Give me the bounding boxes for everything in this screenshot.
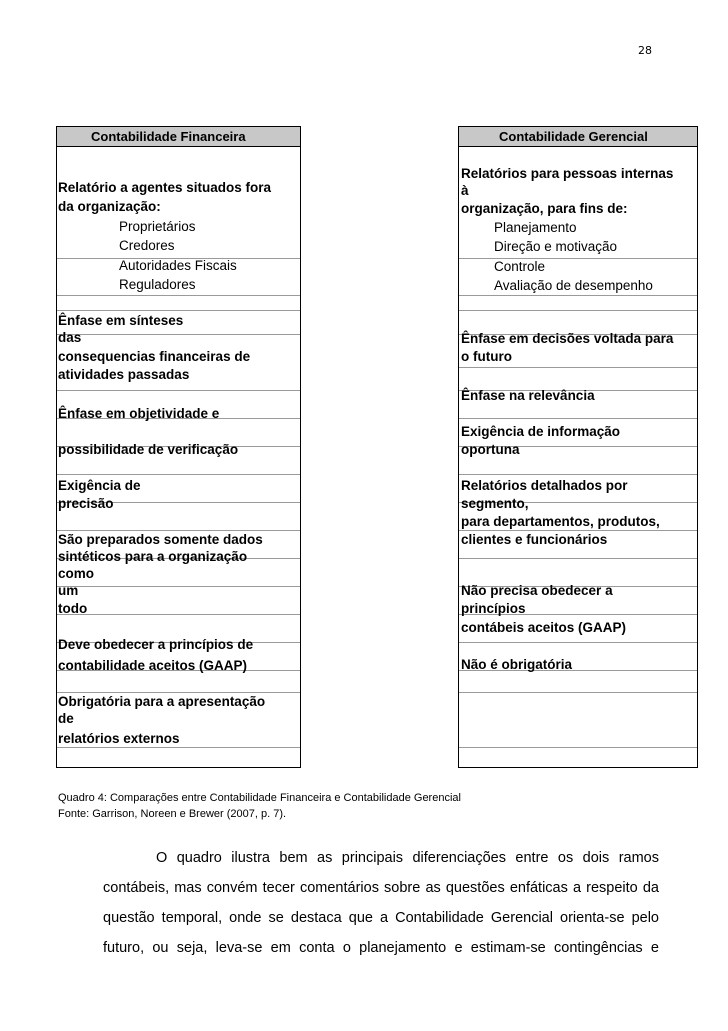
body-paragraph-line: questão temporal, onde se destaca que a Contabilidade Gerencial orienta-se pelo: [103, 910, 659, 926]
financial-line: contabilidade aceitos (GAAP): [58, 658, 248, 673]
managerial-accounting-header-label: Contabilidade Gerencial: [499, 129, 648, 144]
financial-line: Ênfase em sínteses: [58, 313, 184, 328]
managerial-line: Direção e motivação: [494, 239, 618, 254]
financial-line: todo: [58, 601, 88, 616]
row-divider: [57, 295, 300, 296]
financial-line: Ênfase em objetividade e: [58, 406, 220, 421]
row-divider: [57, 390, 300, 391]
financial-line: São preparados somente dados: [58, 532, 263, 547]
managerial-accounting-header: [459, 127, 697, 147]
managerial-line: segmento,: [461, 496, 529, 511]
managerial-line: Não precisa obedecer a: [461, 583, 613, 598]
financial-line: Relatório a agentes situados fora: [58, 180, 272, 195]
row-divider: [459, 474, 697, 475]
managerial-line: à: [461, 183, 469, 198]
managerial-line: princípios: [461, 601, 526, 616]
row-divider: [459, 558, 697, 559]
row-divider: [57, 614, 300, 615]
row-divider: [459, 692, 697, 693]
managerial-line: oportuna: [461, 442, 520, 457]
financial-line: relatórios externos: [58, 731, 180, 746]
financial-line: Obrigatória para a apresentação: [58, 694, 266, 709]
row-divider: [57, 692, 300, 693]
managerial-line: contábeis aceitos (GAAP): [461, 620, 627, 635]
row-divider: [57, 747, 300, 748]
row-divider: [459, 367, 697, 368]
table-source: Fonte: Garrison, Noreen e Brewer (2007, p. 7).: [58, 808, 287, 820]
managerial-line: Controle: [494, 259, 546, 274]
financial-line: de: [58, 711, 74, 726]
managerial-line: Avaliação de desempenho: [494, 278, 653, 293]
row-divider: [459, 642, 697, 643]
managerial-line: Relatórios para pessoas internas: [461, 166, 674, 181]
managerial-line: para departamentos, produtos,: [461, 514, 660, 529]
row-divider: [459, 747, 697, 748]
managerial-line: Planejamento: [494, 220, 577, 235]
row-divider: [459, 310, 697, 311]
row-divider: [57, 334, 300, 335]
financial-line: sintéticos para a organização: [58, 549, 248, 564]
financial-line: atividades passadas: [58, 367, 190, 382]
financial-accounting-header-label: Contabilidade Financeira: [91, 129, 246, 144]
managerial-line: Ênfase em decisões voltada para: [461, 331, 674, 346]
body-paragraph-line: O quadro ilustra bem as principais diferenciações entre os dois ramos: [156, 850, 659, 866]
financial-accounting-header: [57, 127, 300, 147]
row-divider: [57, 310, 300, 311]
financial-line: das: [58, 330, 82, 345]
row-divider: [459, 418, 697, 419]
financial-line: como: [58, 566, 95, 581]
row-divider: [57, 474, 300, 475]
financial-line: um: [58, 583, 79, 598]
managerial-line: Exigência de informação: [461, 424, 621, 439]
financial-line: Deve obedecer a princípios de: [58, 637, 254, 652]
managerial-line: clientes e funcionários: [461, 532, 608, 547]
financial-line: possibilidade de verificação: [58, 442, 239, 457]
managerial-line: organização, para fins de:: [461, 201, 628, 216]
row-divider: [57, 586, 300, 587]
financial-line: Reguladores: [119, 277, 196, 292]
row-divider: [459, 530, 697, 531]
body-paragraph-line: contábeis, mas convém tecer comentários sobre as questões enfáticas a respeito da: [103, 880, 659, 896]
page-number: 28: [638, 44, 652, 57]
table-caption: Quadro 4: Comparações entre Contabilidade Financeira e Contabilidade Gerencial: [58, 792, 461, 804]
financial-line: Proprietários: [119, 219, 196, 234]
managerial-line: o futuro: [461, 349, 512, 364]
managerial-line: Ênfase na relevância: [461, 388, 595, 403]
financial-line: Exigência de: [58, 478, 141, 493]
financial-line: Autoridades Fiscais: [119, 258, 237, 273]
managerial-line: Relatórios detalhados por: [461, 478, 628, 493]
financial-line: consequencias financeiras de: [58, 349, 251, 364]
row-divider: [57, 530, 300, 531]
managerial-line: Não é obrigatória: [461, 657, 573, 672]
financial-line: precisão: [58, 496, 114, 511]
financial-line: Credores: [119, 238, 175, 253]
financial-line: da organização:: [58, 199, 161, 214]
row-divider: [459, 295, 697, 296]
body-paragraph-line: futuro, ou seja, leva-se em conta o planejamento e estimam-se contingências e: [103, 940, 659, 956]
